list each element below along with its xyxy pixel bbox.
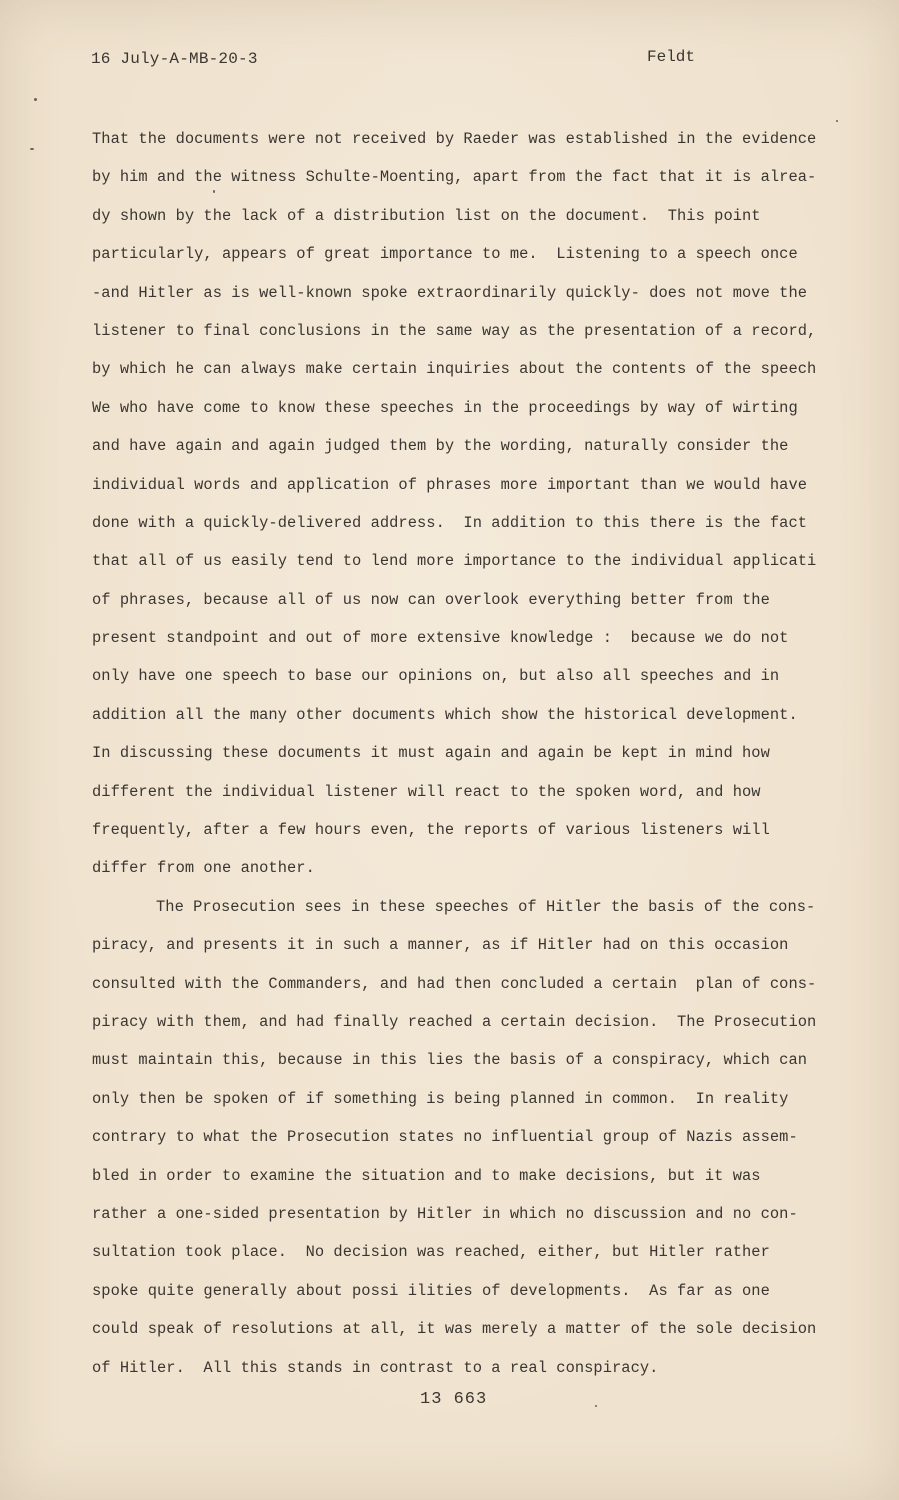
text-line: In discussing these documents it must again and again be kept in mind how bbox=[92, 744, 770, 763]
text-line: by which he can always make certain inquiries about the contents of the speech bbox=[92, 360, 817, 379]
document-body bbox=[92, 125, 852, 1392]
text-line: and have again and again judged them by the wording, naturally consider the bbox=[92, 437, 789, 456]
text-line: piracy with them, and had finally reached a certain decision. The Prosecution bbox=[92, 1012, 817, 1031]
paper-speck bbox=[213, 190, 215, 193]
text-line: consulted with the Commanders, and had then concluded a certain plan of cons- bbox=[92, 974, 817, 993]
paper-speck bbox=[34, 98, 37, 101]
paragraph-2 bbox=[92, 893, 852, 1392]
text-line: only have one speech to base our opinions on, but also all speeches and in bbox=[92, 667, 780, 686]
text-line: particularly, appears of great importance to me. Listening to a speech once bbox=[92, 245, 798, 264]
text-line: of Hitler. All this stands in contrast to a real conspiracy. bbox=[92, 1358, 659, 1377]
text-line: bled in order to examine the situation and to make decisions, but it was bbox=[92, 1166, 761, 1185]
text-line: sultation took place. No decision was reached, either, but Hitler rather bbox=[92, 1243, 770, 1262]
text-line: only then be spoken of if something is being planned in common. In reality bbox=[92, 1089, 789, 1108]
text-line: The Prosecution sees in these speeches of Hitler the basis of the cons- bbox=[156, 897, 816, 916]
text-line: -and Hitler as is well-known spoke extraordinarily quickly- does not move the bbox=[92, 283, 808, 302]
text-line: rather a one-sided presentation by Hitler in which no discussion and no con- bbox=[92, 1204, 798, 1223]
paper-speck bbox=[836, 120, 838, 122]
speaker-name: Feldt bbox=[647, 48, 696, 66]
text-line: must maintain this, because in this lies the basis of a conspiracy, which can bbox=[92, 1051, 808, 1070]
paragraph-1 bbox=[92, 125, 852, 893]
page-number: 13 663 bbox=[420, 1390, 488, 1409]
text-line: done with a quickly-delivered address. In addition to this there is the fact bbox=[92, 513, 808, 532]
text-line: We who have come to know these speeches in the proceedings by way of wirting bbox=[92, 398, 798, 417]
document-reference: 16 July-A-MB-20-3 bbox=[91, 50, 258, 68]
text-line: differ from one another. bbox=[92, 859, 315, 878]
text-line: could speak of resolutions at all, it was merely a matter of the sole decision bbox=[92, 1320, 817, 1339]
text-line: listener to final conclusions in the same way as the presentation of a record, bbox=[92, 321, 817, 340]
text-line: frequently, after a few hours even, the reports of various listeners will bbox=[92, 821, 770, 840]
text-line: different the individual listener will react to the spoken word, and how bbox=[92, 782, 761, 801]
paper-speck bbox=[595, 1405, 597, 1407]
text-line: that all of us easily tend to lend more importance to the individual applicati bbox=[92, 552, 817, 571]
text-line: piracy, and presents it in such a manner, as if Hitler had on this occasion bbox=[92, 936, 789, 955]
text-line: spoke quite generally about possi ilities of developments. As far as one bbox=[92, 1281, 770, 1300]
text-line: That the documents were not received by Raeder was established in the evidence bbox=[92, 130, 817, 148]
text-line: of phrases, because all of us now can overlook everything better from the bbox=[92, 590, 770, 609]
text-line: addition all the many other documents which show the historical development. bbox=[92, 705, 798, 724]
text-line: present standpoint and out of more extensive knowledge : because we do not bbox=[92, 629, 789, 648]
text-line: by him and the witness Schulte-Moenting, apart from the fact that it is alrea- bbox=[92, 168, 817, 187]
paper-speck bbox=[30, 148, 34, 150]
text-line: individual words and application of phrases more important than we would have bbox=[92, 475, 808, 494]
text-line: dy shown by the lack of a distribution list on the document. This point bbox=[92, 206, 761, 225]
text-line: contrary to what the Prosecution states no influential group of Nazis assem- bbox=[92, 1128, 798, 1147]
